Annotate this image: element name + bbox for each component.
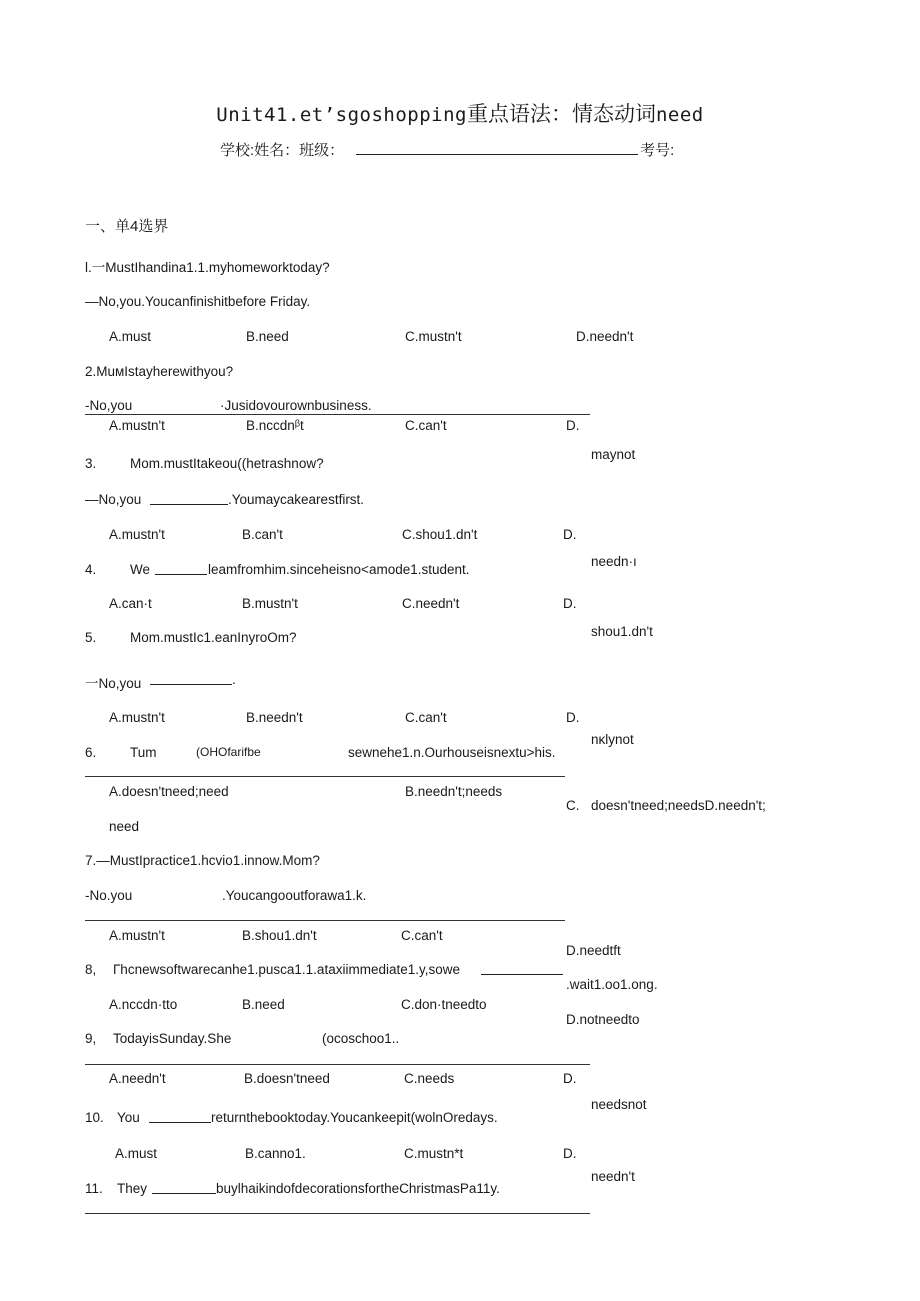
question-6-part-2: (OHOfarifbe — [196, 745, 261, 759]
question-6-part-1: Tum — [130, 745, 157, 760]
divider — [85, 776, 565, 777]
q10-option-a: A.must — [115, 1146, 158, 1161]
q3-option-a: A.mustn't — [109, 527, 165, 542]
q4-option-d: D. — [563, 596, 577, 611]
question-3-line-2a: —No,you — [85, 492, 142, 507]
q9-option-b: B.doesn'tneed — [244, 1071, 330, 1086]
question-6-number: 6. — [85, 745, 97, 760]
question-9-line-1a: TodayisSunday.She — [113, 1031, 232, 1046]
section-heading: 一、单4选界 — [85, 218, 169, 235]
q5-option-d-text: nκlynot — [591, 732, 634, 747]
question-11-number: 11. — [85, 1181, 103, 1196]
q2-option-a: A.mustn't — [109, 418, 165, 433]
question-2-line-2b: ·Jusidovourownbusiness. — [220, 398, 372, 413]
question-5-number: 5. — [85, 630, 97, 645]
question-9-number: 9, — [85, 1031, 97, 1046]
q9-option-c: C.needs — [404, 1071, 455, 1086]
q6-option-c: C. — [566, 798, 580, 813]
question-2-line-2a: -No,you — [85, 398, 133, 413]
q6-option-d-text: need — [109, 819, 140, 834]
q1-option-c: C.mustn't — [405, 329, 462, 344]
divider — [85, 1213, 590, 1214]
q8-option-b: B.need — [242, 997, 285, 1012]
question-3-line-2b: .Youmaycakearestfirst. — [228, 492, 365, 507]
q8-option-d: D.notneedto — [566, 1012, 640, 1027]
question-9-line-1b: (ocoschoo1.. — [322, 1031, 400, 1046]
q8-option-c: C.don·tneedto — [401, 997, 487, 1012]
q10-option-c: C.mustn*t — [404, 1146, 464, 1161]
question-5-line-1: Mom.mustIc1.eanInyroOm? — [130, 630, 297, 645]
q10-option-d: D. — [563, 1146, 577, 1161]
student-info-line: 学校:姓名：班级： 考号: — [220, 142, 675, 159]
answer-blank — [481, 962, 563, 975]
divider — [85, 920, 565, 921]
question-7-line-2b: .Youcangooutforawa1.k. — [222, 888, 367, 903]
q4-option-a: A.can·t — [109, 596, 152, 611]
q10-option-b: B.canno1. — [245, 1146, 306, 1161]
question-10-number: 10. — [85, 1110, 104, 1125]
q1-option-a: A.must — [109, 329, 152, 344]
q3-option-d-text: needn·ı — [591, 554, 637, 569]
q6-option-a: A.doesn'tneed;need — [109, 784, 229, 799]
q8-option-a: A.nccdn·tto — [109, 997, 178, 1012]
q4-option-b: B.mustn't — [242, 596, 298, 611]
question-8-line-1-end: .wait1.oo1.ong. — [566, 977, 658, 992]
q5-option-d: D. — [566, 710, 580, 725]
question-3-line-1: Mom.mustItakeou((hetrashnow? — [130, 456, 324, 471]
q3-option-d: D. — [563, 527, 577, 542]
q1-option-b: B.need — [246, 329, 289, 344]
divider — [85, 414, 590, 415]
answer-blank — [150, 492, 228, 505]
question-4-line-1a: We — [130, 562, 151, 577]
q2-option-d: D. — [566, 418, 580, 433]
question-10-line-1b: returnthebooktoday.Youcankeepit(wolnOredays. — [211, 1110, 498, 1125]
q9-option-a: A.needn't — [109, 1071, 166, 1086]
q9-option-d-text: needsnot — [591, 1097, 647, 1112]
q3-option-c: C.shou1.dn't — [402, 527, 478, 542]
q2-option-d-text: maynot — [591, 447, 636, 462]
q6-option-c-d-text: doesn'tneed;needsD.needn't; — [591, 798, 766, 813]
question-8-number: 8, — [85, 962, 97, 977]
answer-blank — [155, 562, 207, 575]
question-11-line-1b: buylhaikindofdecorationsfortheChristmasPa11y. — [216, 1181, 500, 1196]
q10-option-d-text: needn't — [591, 1169, 635, 1184]
answer-blank — [150, 672, 232, 685]
q6-option-b: B.needn't;needs — [405, 784, 503, 799]
q7-option-b: B.shou1.dn't — [242, 928, 317, 943]
question-5-line-2b: . — [232, 672, 236, 687]
q9-option-d: D. — [563, 1071, 577, 1086]
q5-option-b: B.needn't — [246, 710, 303, 725]
q4-option-d-text: shou1.dn't — [591, 624, 653, 639]
question-5-line-2a: 一No,you — [85, 676, 142, 691]
q7-option-c: C.can't — [401, 928, 443, 943]
q7-option-a: A.mustn't — [109, 928, 165, 943]
question-7-line-1: 7.—MustIpractice1.hcvio1.innow.Mom? — [85, 853, 320, 868]
question-7-line-2a: -No.you — [85, 888, 133, 903]
question-8-line-1: Гhcnewsoftwarecanhe1.pusca1.1.ataxiimmediate1.y,sowe — [113, 962, 460, 977]
q2-option-b: B.nccdnᵝt — [246, 418, 304, 433]
q5-option-a: A.mustn't — [109, 710, 165, 725]
question-11-line-1a: They — [117, 1181, 148, 1196]
question-10-line-1a: You — [117, 1110, 140, 1125]
q3-option-b: B.can't — [242, 527, 283, 542]
answer-blank — [152, 1181, 216, 1194]
q2-option-c: C.can't — [405, 418, 447, 433]
question-4-number: 4. — [85, 562, 97, 577]
question-1-line-1: l.一MustIhandina1.1.myhomeworktoday? — [85, 260, 330, 275]
question-2-line-1: 2.MuмIstayherewithyou? — [85, 364, 234, 379]
question-3-number: 3. — [85, 456, 97, 471]
page-title: Unit41.et’sgoshopping重点语法：情态动词need — [216, 103, 704, 126]
question-6-part-3: sewnehe1.n.Ourhouseisnextu>his. — [348, 745, 556, 760]
question-4-line-1b: leamfromhim.sinceheisno<amode1.student. — [208, 562, 470, 577]
answer-blank — [149, 1110, 211, 1123]
q4-option-c: C.needn't — [402, 596, 460, 611]
name-blank — [356, 140, 638, 155]
q1-option-d: D.needn't — [576, 329, 634, 344]
question-1-line-2: —No,you.Youcanfinishitbefore Friday. — [85, 294, 311, 309]
divider — [85, 1064, 590, 1065]
q5-option-c: C.can't — [405, 710, 447, 725]
q7-option-d: D.needtft — [566, 943, 621, 958]
